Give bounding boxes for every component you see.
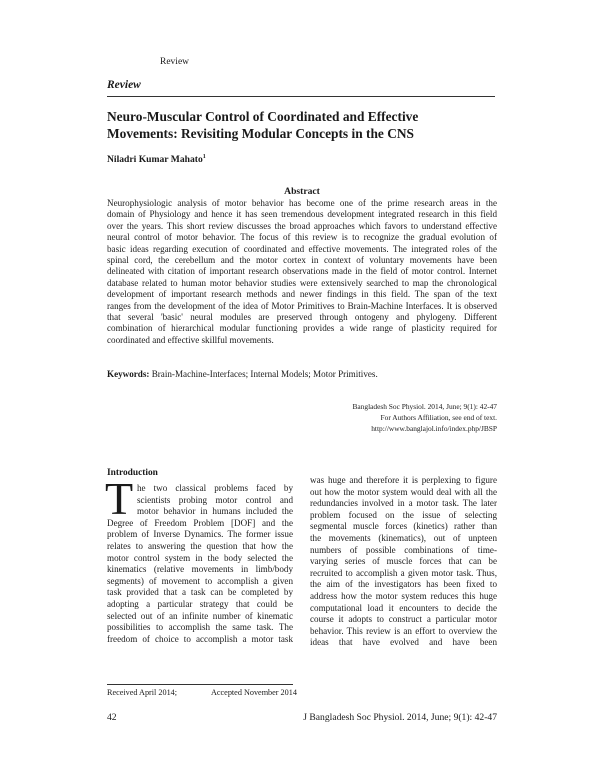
title-line: Movements: Revisiting Modular Concepts in the CNS bbox=[107, 126, 414, 141]
abstract-body bbox=[107, 198, 497, 346]
abstract-line: combination of hierarchical modular functioning provides a wide range of plasticity required for bbox=[107, 323, 497, 334]
body-line: computational load it encounters to decide the bbox=[310, 602, 497, 613]
body-line: adopting a particular strategy that could be bbox=[107, 598, 293, 609]
body-line: recruited to accomplish a given motor task. Thus, bbox=[310, 567, 497, 578]
page-number: 42 bbox=[107, 712, 117, 723]
dates-divider bbox=[107, 684, 293, 685]
article-title bbox=[107, 108, 497, 142]
citation-affiliation-note: For Authors Affiliation, see end of text. bbox=[380, 413, 497, 423]
body-line: task provided that a task can be completed by bbox=[107, 587, 293, 598]
running-head: Review bbox=[160, 57, 190, 67]
body-line: the aim of the investigators has been fixed to bbox=[310, 579, 497, 590]
keywords bbox=[107, 369, 378, 379]
title-line: Neuro-Muscular Control of Coordinated and Effective bbox=[107, 109, 419, 124]
drop-cap: T bbox=[105, 473, 134, 524]
section-label: Review bbox=[107, 79, 141, 91]
abstract-line: domain of Physiology and hence it has seen tremendous development integrated research in this field bbox=[107, 209, 497, 220]
citation-url[interactable]: http://www.banglajol.info/index.php/JBSP bbox=[371, 424, 497, 434]
keywords-text: Brain-Machine-Interfaces; Internal Models; Motor Primitives. bbox=[149, 369, 378, 379]
author-name bbox=[107, 154, 206, 165]
affiliation-mark: 1 bbox=[202, 154, 206, 160]
abstract-line: spinal cord, the cerebellum and the motor cortex in context of voluntary movements have been bbox=[107, 255, 497, 266]
body-line: kinematics (relative movements in limb/body bbox=[107, 564, 293, 575]
body-line: was huge and therefore it is perplexing to figure bbox=[310, 475, 497, 485]
abstract-line: that several 'basic' neural modules are preserved through ontogeny and phylogeny. Different bbox=[107, 312, 497, 323]
body-line: out how the motor system would deal with all the bbox=[310, 486, 497, 497]
body-line: Degree of Freedom Problem [DOF] and the bbox=[107, 517, 293, 528]
abstract-line: ranges from the development of the idea of Motor Primitives to Brain-Machine Interfaces. It is observed bbox=[107, 300, 497, 311]
footer-journal-citation: J Bangladesh Soc Physiol. 2014, June; 9(1): 42-47 bbox=[303, 712, 497, 723]
author-text: Niladri Kumar Mahato bbox=[107, 154, 203, 166]
header-divider bbox=[107, 96, 495, 97]
body-line: freedom of choice to accomplish a motor task bbox=[107, 633, 293, 644]
body-line: relates to answering the question that how the bbox=[107, 540, 293, 551]
body-line: varying series of muscle forces that can be bbox=[310, 556, 497, 567]
body-column-left bbox=[107, 483, 293, 645]
abstract-line: development of important research methods and newer findings in this field. The span of the text bbox=[107, 289, 497, 300]
body-line: problem of Inverse Dynamics. The former issue bbox=[107, 529, 293, 540]
citation-block bbox=[247, 401, 497, 435]
body-line: the movements (kinematics), out of unpteen bbox=[310, 532, 497, 543]
body-line: numbers of possible combinations of time- bbox=[310, 544, 497, 555]
body-line: he two classical problems faced by bbox=[137, 483, 293, 493]
body-column-right bbox=[310, 475, 497, 649]
body-line: selected out of an infinite number of kinematic bbox=[107, 610, 293, 621]
keywords-label: Keywords: bbox=[107, 369, 150, 379]
abstract-line: Neurophysiologic analysis of motor behavior has become one of the prime research areas in the bbox=[107, 198, 497, 208]
abstract-line: database related to human motor behavior studies were extensively searched to map the chronological bbox=[107, 277, 497, 288]
introduction-heading: Introduction bbox=[107, 468, 158, 478]
body-line: redundancies involved in a motor task. The later bbox=[310, 498, 497, 509]
abstract-line: coordinated and effective skillful movements. bbox=[107, 334, 274, 345]
body-line: course it adopts to construct a particular motor bbox=[310, 614, 497, 625]
body-line: segments) of movement to accomplish a given bbox=[107, 575, 293, 586]
accepted-date: Accepted November 2014 bbox=[211, 688, 297, 697]
body-line: possibilities to accomplish the same task. The bbox=[107, 622, 293, 633]
citation-journal: Bangladesh Soc Physiol. 2014, June; 9(1): 42-47 bbox=[352, 402, 497, 411]
body-line: problem focused on the issue of selecting bbox=[310, 509, 497, 520]
received-date: Received April 2014; bbox=[107, 688, 178, 697]
abstract-heading: Abstract bbox=[284, 186, 320, 197]
body-line: scientists probing motor control and bbox=[137, 494, 293, 505]
abstract-line: delineated with citation of important research observations made in the field of motor control. Internet bbox=[107, 266, 497, 277]
abstract-line: over the years. This short review discusses the broad approaches which favors to understand effective bbox=[107, 220, 497, 231]
body-line: address how the motor system reduces this huge bbox=[310, 590, 497, 601]
body-line: ideas that have evolved and have been bbox=[310, 637, 497, 648]
abstract-line: neural control of motor behavior. The focus of this review is to recognize the gradual evolution of bbox=[107, 232, 497, 243]
body-line: segmental muscle forces (kinetics) rather than bbox=[310, 521, 497, 532]
body-line: behavior. This review is an effort to overview the bbox=[310, 625, 497, 636]
body-line: motor control system in the body selected the bbox=[107, 552, 293, 563]
abstract-line: basic ideas regarding execution of coordinated and effective movements. The integrated roles of the bbox=[107, 243, 497, 254]
body-line: motor behavior in humans included the bbox=[137, 506, 293, 517]
